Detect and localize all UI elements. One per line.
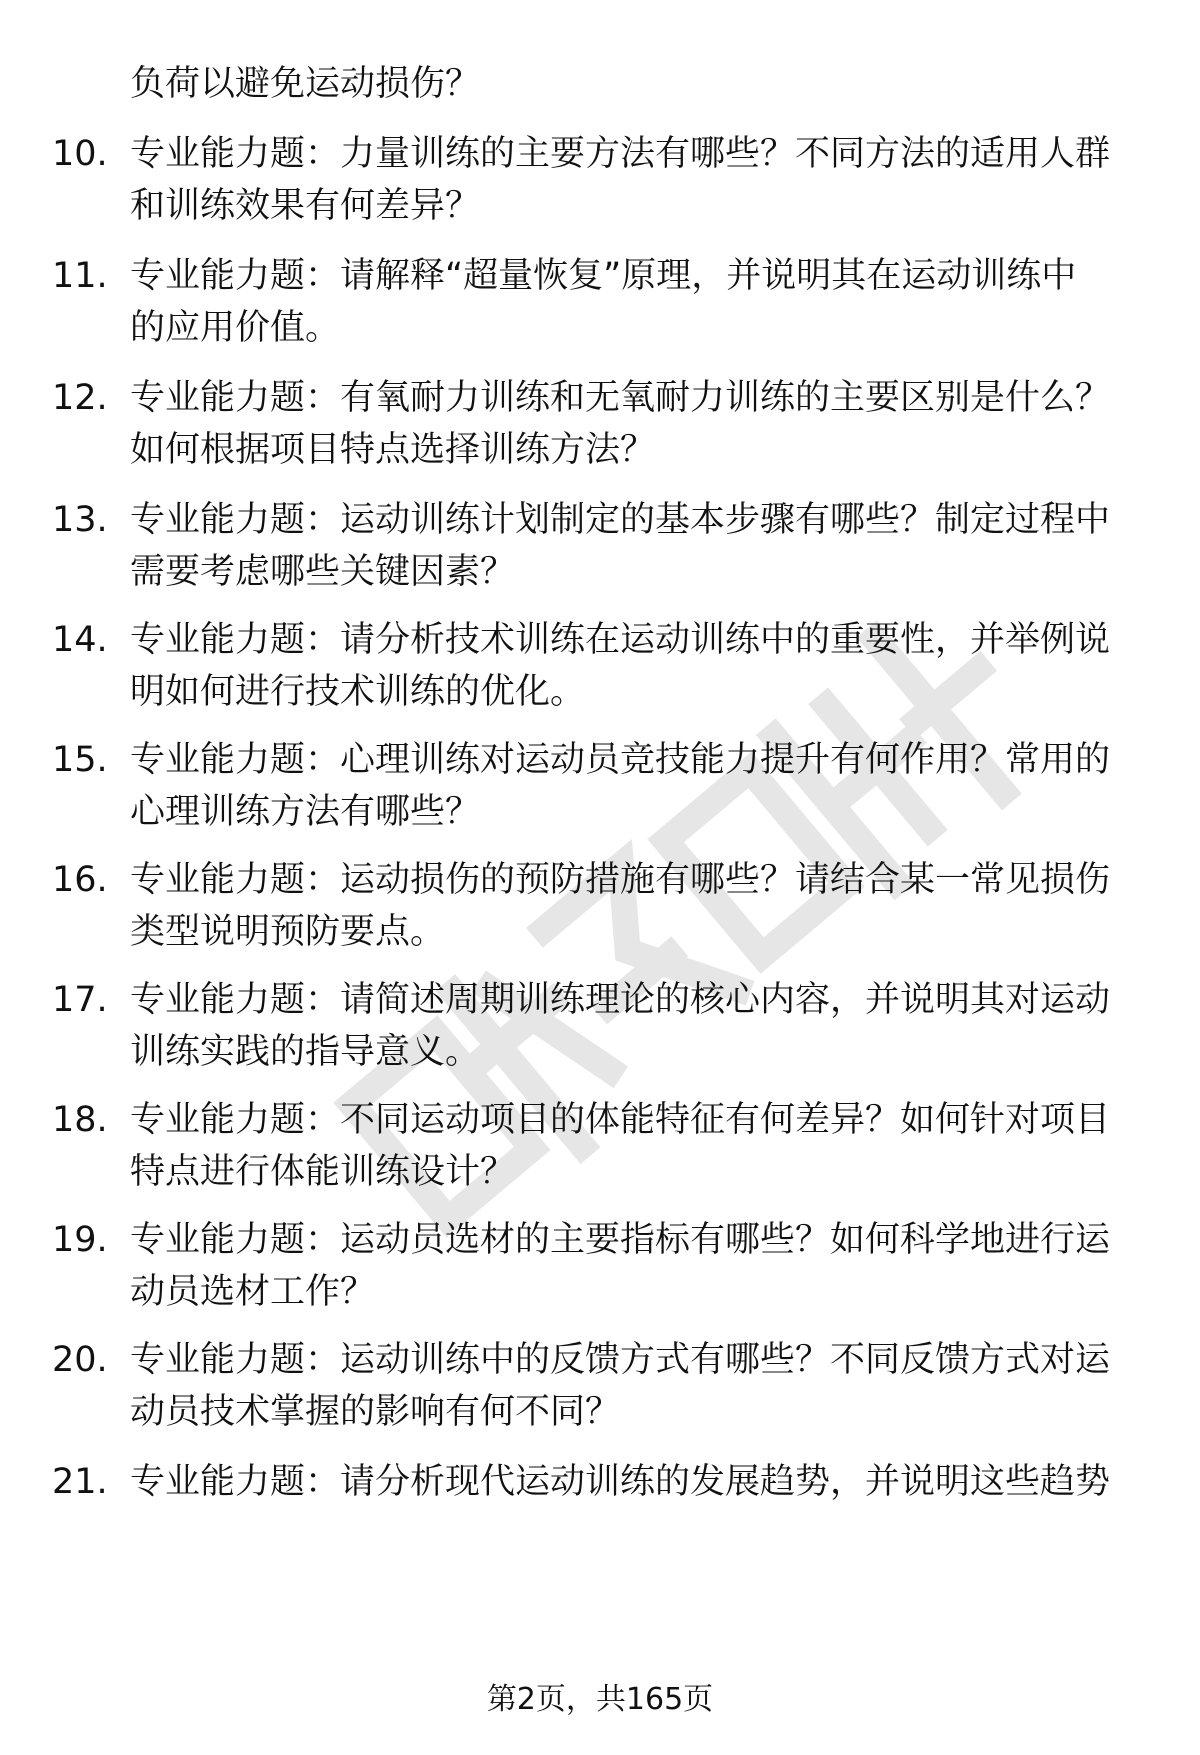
item-text	[130, 250, 1140, 354]
item-text-line: 专业能力题：运动训练中的反馈方式有哪些？不同反馈方式对运	[130, 1340, 1111, 1380]
item-number: 13.	[52, 500, 108, 540]
item-text	[130, 1456, 1140, 1508]
item-text-line: 心理训练方法有哪些？	[130, 792, 481, 832]
item-text-line: 专业能力题：运动员选材的主要指标有哪些？如何科学地进行运	[130, 1220, 1111, 1260]
item-text-line: 特点进行体能训练设计？	[130, 1152, 516, 1192]
item-text-line: 需要考虑哪些关键因素？	[130, 552, 516, 592]
item-number: 14.	[52, 620, 108, 660]
item-number: 11.	[52, 256, 108, 296]
item-text	[130, 494, 1140, 598]
item-text	[130, 734, 1140, 838]
item-text	[130, 1334, 1140, 1438]
item-text	[130, 614, 1140, 718]
item-text-line: 动员技术掌握的影响有何不同？	[130, 1392, 621, 1432]
item-text-line: 动员选材工作？	[130, 1272, 376, 1312]
item-text-line: 专业能力题：请分析现代运动训练的发展趋势，并说明这些趋势	[130, 1462, 1111, 1502]
item-text-line: 的应用价值。	[130, 308, 341, 348]
item-text	[130, 1094, 1140, 1198]
item-text-line: 专业能力题：请分析技术训练在运动训练中的重要性，并举例说	[130, 620, 1111, 660]
item-text-line: 专业能力题：有氧耐力训练和无氧耐力训练的主要区别是什么？	[130, 378, 1111, 418]
item-text-line: 专业能力题：不同运动项目的体能特征有何差异？如何针对项目	[130, 1100, 1111, 1140]
item-number: 10.	[52, 134, 108, 174]
item-number: 21.	[52, 1462, 108, 1502]
item-text-line: 专业能力题：运动训练计划制定的基本步骤有哪些？制定过程中	[130, 500, 1111, 540]
item-text-line: 和训练效果有何差异？	[130, 186, 481, 226]
item-number: 15.	[52, 740, 108, 780]
item-text-line: 专业能力题：心理训练对运动员竞技能力提升有何作用？常用的	[130, 740, 1111, 780]
item-number: 12.	[52, 378, 108, 418]
item-text	[130, 372, 1140, 476]
item-text-line: 类型说明预防要点。	[130, 912, 446, 952]
item-number: 17.	[52, 980, 108, 1020]
item-text	[130, 974, 1140, 1078]
continuation-text: 负荷以避免运动损伤？	[130, 64, 481, 104]
item-text-line: 如何根据项目特点选择训练方法？	[130, 430, 656, 470]
item-number: 16.	[52, 860, 108, 900]
item-number: 20.	[52, 1340, 108, 1380]
item-text-line: 专业能力题：请解释“超量恢复”原理，并说明其在运动训练中	[130, 256, 1077, 296]
item-number: 19.	[52, 1220, 108, 1260]
item-text-line: 专业能力题：力量训练的主要方法有哪些？不同方法的适用人群	[130, 134, 1111, 174]
item-text-line: 明如何进行技术训练的优化。	[130, 672, 586, 712]
item-text-line: 专业能力题：请简述周期训练理论的核心内容，并说明其对运动	[130, 980, 1111, 1020]
page-footer: 第2页，共165页	[486, 1682, 714, 1717]
item-text	[130, 1214, 1140, 1318]
item-text-line: 训练实践的指导意义。	[130, 1032, 481, 1072]
item-number: 18.	[52, 1100, 108, 1140]
item-text-line: 专业能力题：运动损伤的预防措施有哪些？请结合某一常见损伤	[130, 860, 1111, 900]
item-text	[130, 854, 1140, 958]
item-text	[130, 128, 1140, 232]
